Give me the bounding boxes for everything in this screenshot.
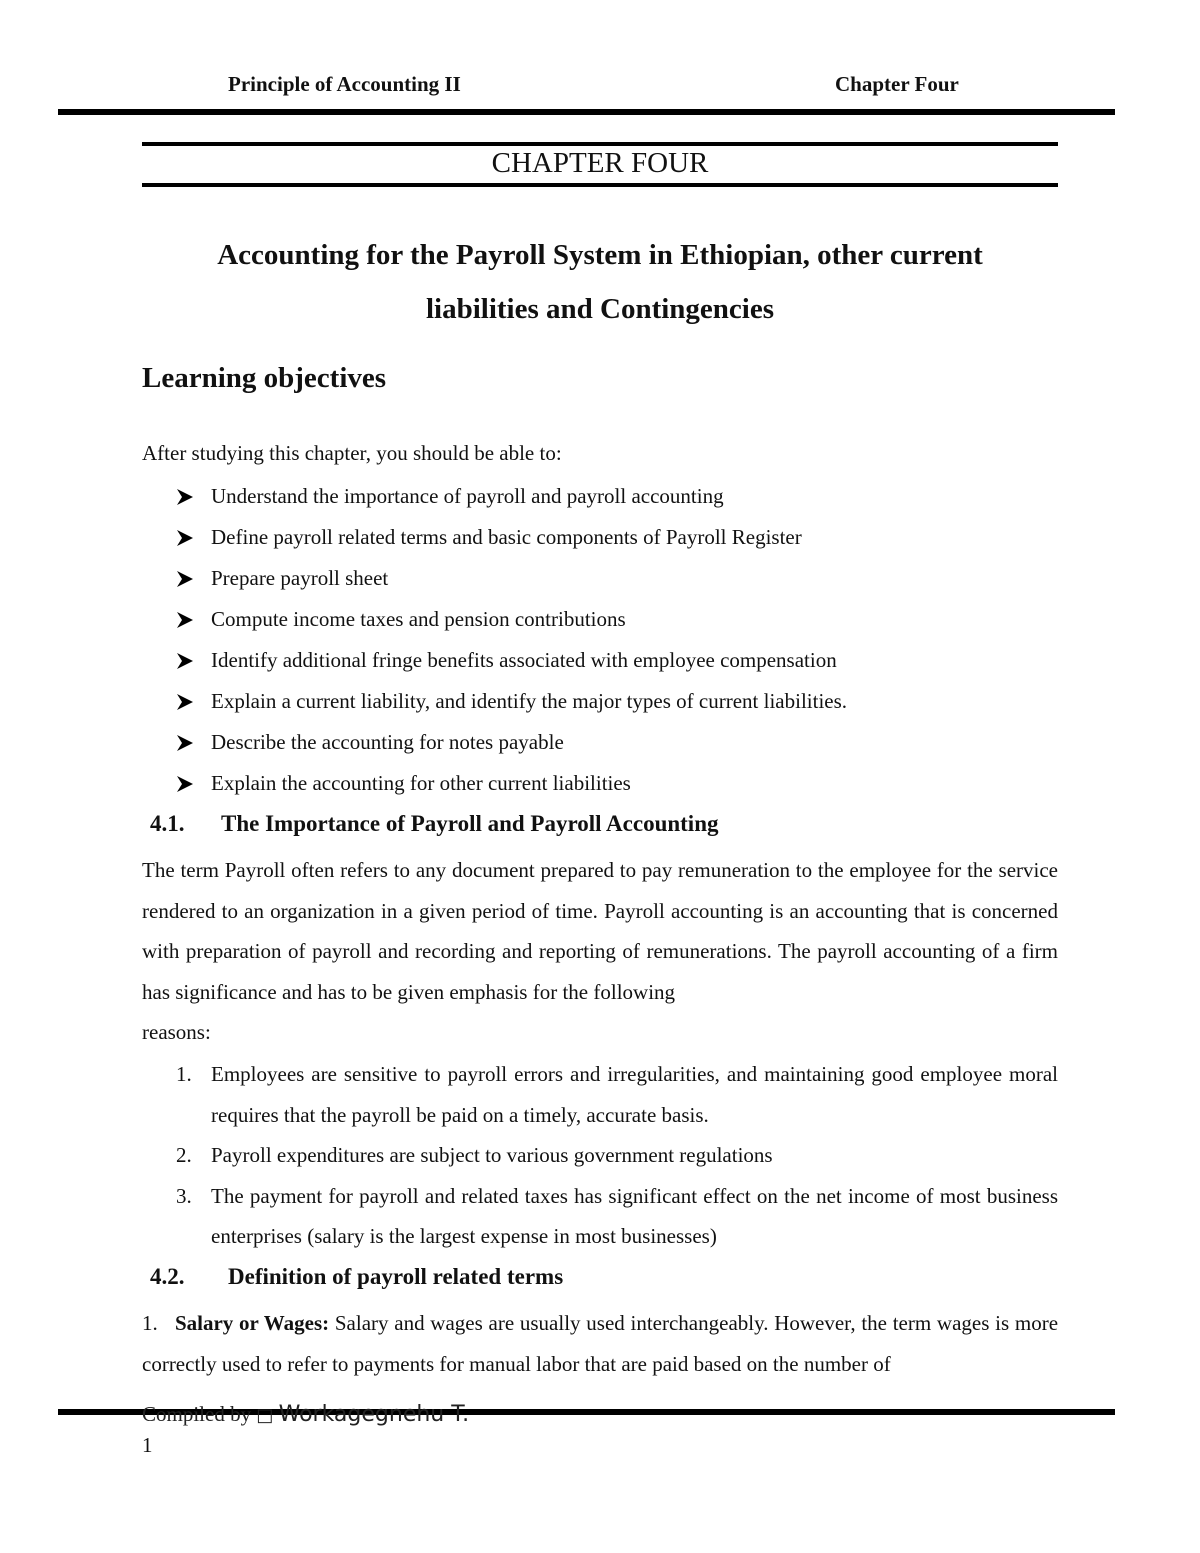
page-number: 1 — [142, 1433, 153, 1457]
arrowhead-bullet-icon — [176, 734, 194, 752]
compiled-by-label: Compiled by — [142, 1402, 252, 1426]
list-item — [176, 722, 1076, 763]
list-text: Employees are sensitive to payroll errors and irregularities, and maintaining good employee moral requires that the payroll be paid on a timely, accurate basis. — [211, 1062, 1058, 1127]
objective-text: Understand the importance of payroll and payroll accounting — [211, 484, 724, 508]
list-item — [176, 517, 1076, 558]
section-title: Definition of payroll related terms — [228, 1264, 564, 1289]
header-chapter-label: Chapter Four — [835, 72, 959, 96]
learning-objectives-heading: Learning objectives — [142, 362, 387, 394]
chapter-rule-bottom — [142, 183, 1058, 187]
list-number: 3. — [176, 1183, 192, 1208]
header-course-title: Principle of Accounting II — [228, 72, 461, 96]
list-item — [176, 558, 1076, 599]
arrowhead-bullet-icon — [176, 488, 194, 506]
section-number: 4.1. — [150, 811, 185, 836]
arrowhead-bullet-icon — [176, 529, 194, 547]
section-4-2-paragraph — [142, 1303, 1058, 1384]
paragraph-end: reasons: — [142, 1020, 211, 1045]
list-item — [176, 599, 1076, 640]
arrowhead-bullet-icon — [176, 775, 194, 793]
term-number: 1. — [142, 1311, 158, 1335]
section-4-1-paragraph — [142, 850, 1058, 1053]
chapter-rule-top — [142, 142, 1058, 146]
chapter-title: CHAPTER FOUR — [491, 147, 709, 179]
placeholder-box-icon: □ — [256, 1405, 274, 1426]
objective-text: Prepare payroll sheet — [211, 566, 389, 590]
section-4-1-heading — [150, 811, 719, 837]
objective-text: Explain the accounting for other current liabilities — [211, 771, 631, 795]
objective-text: Define payroll related terms and basic components of Payroll Register — [211, 525, 802, 549]
arrowhead-bullet-icon — [176, 611, 194, 629]
term-definition: Salary and wages are usually used interchangeably. However, the term wages is more correctly used to refer to payments for manual labor that are paid based on the number of — [142, 1311, 1059, 1376]
objective-text: Identify additional fringe benefits associated with employee compensation — [211, 648, 837, 672]
document-title — [142, 228, 1058, 336]
author-name: Workagegnehu T. — [278, 1402, 470, 1427]
arrowhead-bullet-icon — [176, 570, 194, 588]
objectives-list — [176, 476, 1076, 804]
objective-text: Describe the accounting for notes payable — [211, 730, 564, 754]
list-text: Payroll expenditures are subject to various government regulations — [211, 1143, 773, 1167]
objective-text: Compute income taxes and pension contributions — [211, 607, 626, 631]
term-label: Salary or Wages: — [174, 1311, 330, 1335]
list-item — [176, 476, 1076, 517]
reasons-list — [176, 1054, 1058, 1257]
header-rule — [58, 109, 1115, 115]
section-number: 4.2. — [150, 1264, 185, 1289]
paragraph-text: The term Payroll often refers to any document prepared to pay remuneration to the employee for the service rendered to an organization in a given period of time. Payroll accounting is an accounting that is concerned with preparation of payroll and recording and reporting of remunerations. The payroll accounting of a firm has significance and has to be given emphasis for the following — [142, 858, 1058, 1004]
document-title-line-2: liabilities and Contingencies — [425, 293, 775, 325]
list-number: 1. — [176, 1062, 192, 1086]
list-item — [176, 640, 1076, 681]
list-item — [176, 1176, 1058, 1257]
list-item — [176, 681, 1076, 722]
list-text: The payment for payroll and related taxes has significant effect on the net income of most business enterprises (salary is the largest expense in most businesses) — [211, 1183, 1058, 1248]
document-title-line-1: Accounting for the Payroll System in Ethiopian, other current — [217, 239, 983, 271]
section-4-2-heading — [150, 1264, 563, 1290]
arrowhead-bullet-icon — [176, 652, 194, 670]
objectives-intro: After studying this chapter, you should be able to: — [142, 441, 562, 465]
list-number: 2. — [176, 1143, 192, 1167]
section-title: The Importance of Payroll and Payroll Accounting — [221, 811, 719, 836]
objective-text: Explain a current liability, and identify the major types of current liabilities. — [211, 689, 848, 713]
arrowhead-bullet-icon — [176, 693, 194, 711]
list-item — [176, 1054, 1058, 1135]
list-item — [176, 1135, 1058, 1176]
list-item — [176, 763, 1076, 804]
footer-compiled-by — [142, 1402, 469, 1427]
